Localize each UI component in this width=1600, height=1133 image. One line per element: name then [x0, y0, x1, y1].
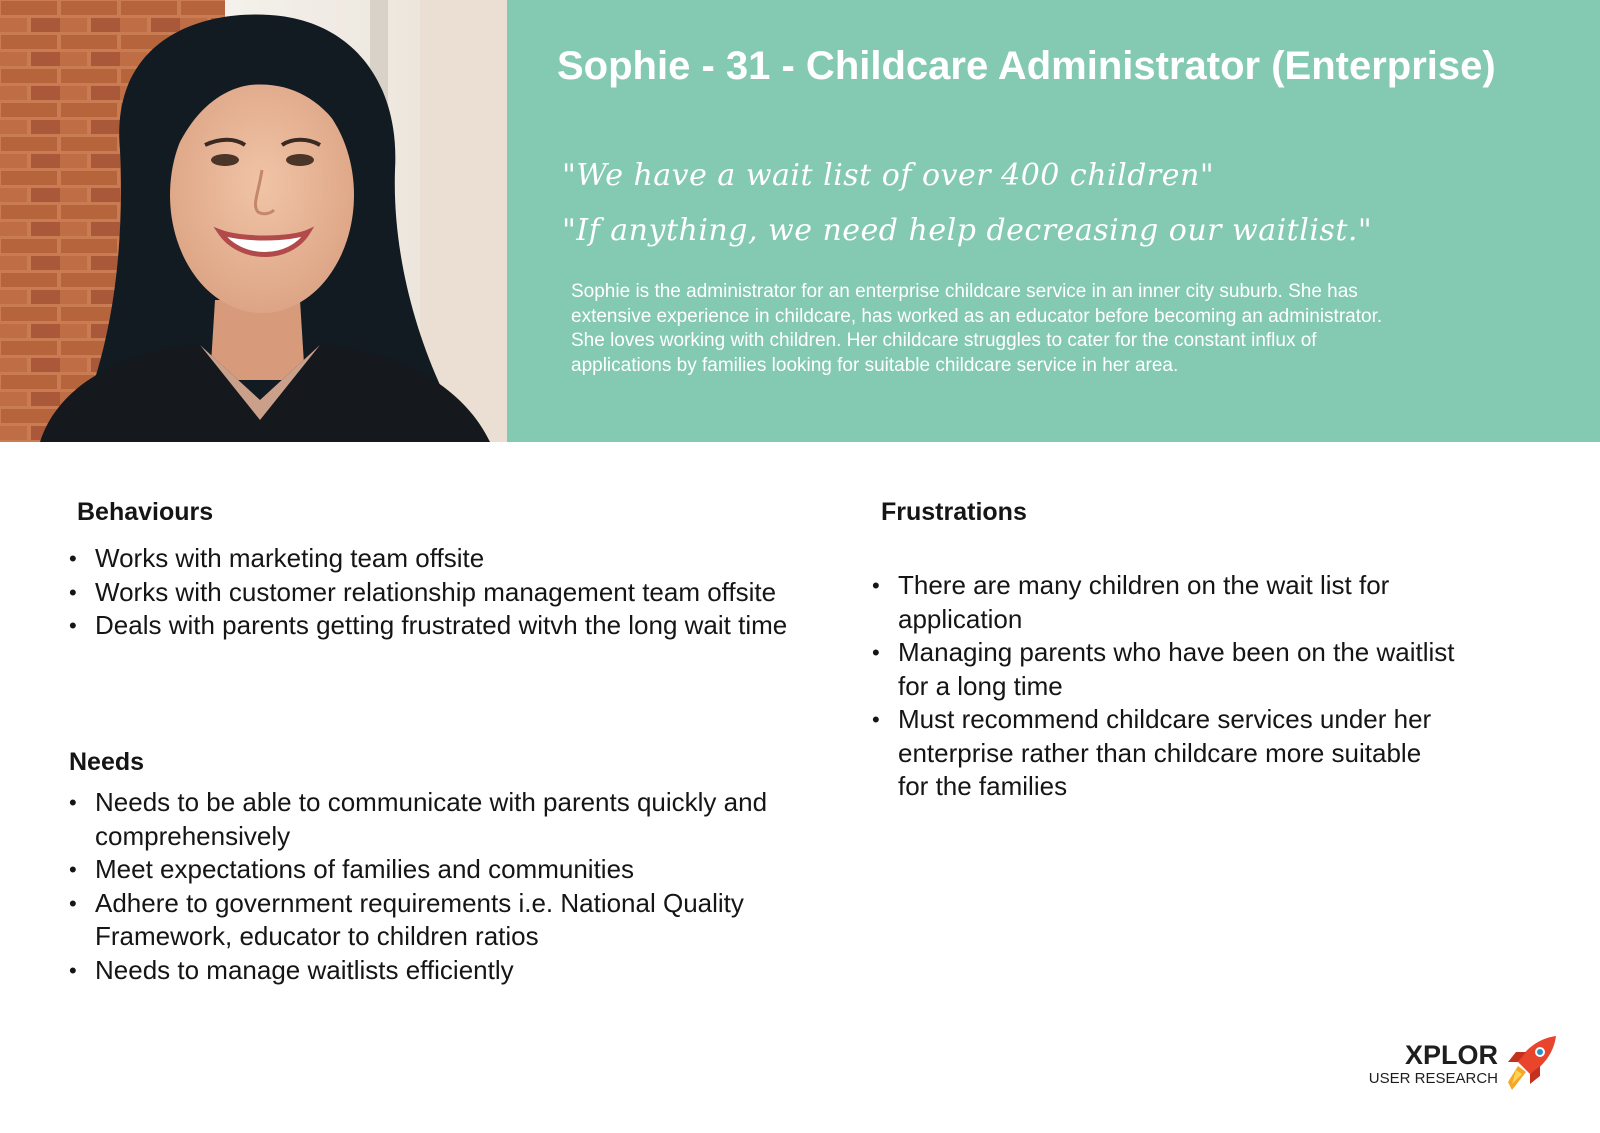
logo-subtitle: USER RESEARCH	[1368, 1070, 1498, 1087]
frustrations-list	[872, 569, 1458, 804]
frustrations-heading: Frustrations	[881, 498, 1027, 526]
list-item: • Works with marketing team offsite	[95, 542, 795, 576]
behaviours-list	[69, 542, 795, 643]
list-item: • Deals with parents getting frustrated witvh the long wait time	[95, 609, 795, 643]
persona-bio: Sophie is the administrator for an enterprise childcare service in an inner city suburb. She has extensive experience in childcare, has worked as an educator before becoming an administrator. She loves working with children. Her childcare struggles to cater for the constant influx of applications by families looking for suitable childcare service in her area.	[571, 281, 1383, 376]
persona-quote: "We have a wait list of over 400 children"	[562, 158, 1215, 193]
xplor-logo	[1368, 1032, 1572, 1094]
list-item: • Needs to be able to communicate with parents quickly and comprehensively	[95, 786, 795, 853]
needs-heading: Needs	[69, 748, 145, 776]
persona-title: Sophie - 31 - Childcare Administrator (Enterprise)	[557, 44, 1496, 88]
list-item: • Works with customer relationship management team offsite	[95, 576, 795, 610]
portrait-image	[0, 0, 507, 442]
list-item: • Must recommend childcare services under her enterprise rather than childcare more suitable for the families	[898, 703, 1458, 804]
list-item: • There are many children on the wait list for application	[898, 569, 1458, 636]
behaviours-heading: Behaviours	[77, 498, 214, 526]
persona-quote: "If anything, we need help decreasing our waitlist."	[562, 213, 1373, 248]
persona-banner	[507, 0, 1600, 442]
persona-photo	[0, 0, 507, 442]
list-item: • Meet expectations of families and communities	[95, 853, 795, 887]
logo-title: XPLOR	[1404, 1040, 1498, 1070]
needs-list	[69, 786, 795, 987]
list-item: • Adhere to government requirements i.e. National Quality Framework, educator to children ratios	[95, 887, 795, 954]
list-item: • Managing parents who have been on the waitlist for a long time	[898, 636, 1458, 703]
rocket-icon	[1500, 1032, 1562, 1094]
list-item: • Needs to manage waitlists efficiently	[95, 954, 795, 988]
